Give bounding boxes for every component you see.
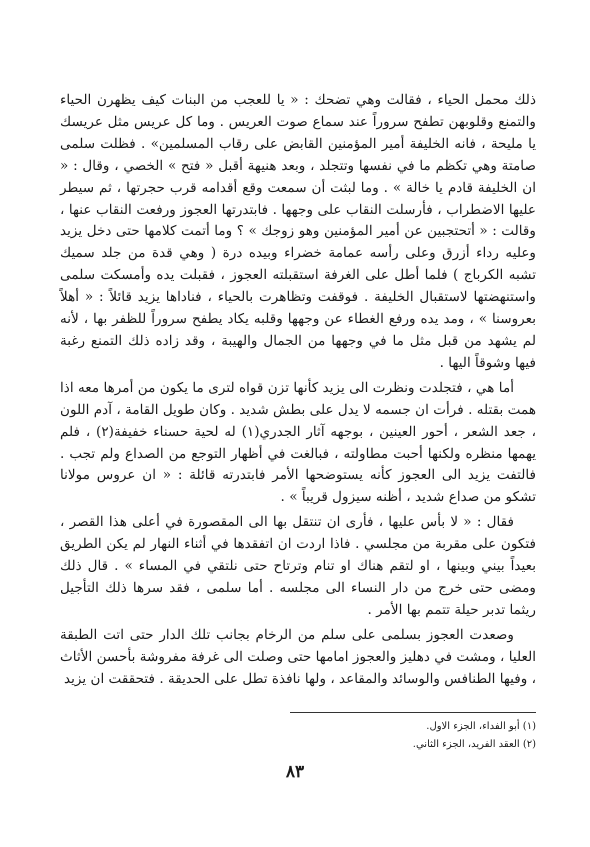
- footnotes: [290, 718, 536, 754]
- paragraph-4: وصعدت العجوز بسلمى على سلم من الرخام بجانب تلك الدار حتى اتت الطبقة العليا ، ومشت في دهليز والعجوز امامها حتى وصلت الى غرفة مفروشة بأحسن الأثاث ، وفيها الطنافس والوسائد والمقاعد ، ولها نافذة تطل على الحديقة . فتحققت ان يزيد: [60, 626, 536, 687]
- footnote-2: (٢) العقد الفريد، الجزء الثاني.: [412, 739, 536, 750]
- footnote-1: (١) أبو الفداء، الجزء الاول.: [426, 721, 536, 732]
- paragraph-2: أما هي ، فتجلدت ونظرت الى يزيد كأنها تزن قواه لترى ما يكون من أمرها معه اذا همت بقتله . فرأت ان جسمه لا يدل على بطش شديد . وكان طويل القامة ، آدم اللون ، جعد الشعر ، أحور العينين ، بوجهه آثار الجدري(١) له لحية حسناء خفيفة(٢) ، فلم يهمها منظره ولكنها أحبت مطاولته ، فبالغت في أظهار التوجع من الصداع ولم تجب . فالتفت يزيد الى العجوز كأنه يستوضحها الأمر فابتدرته قائلة : « ان عروس مولانا تشكو من صداع شديد ، أظنه سيزول قريباً » .: [60, 379, 536, 506]
- page-number: ٨٣: [285, 762, 305, 782]
- paragraph-3: فقال : « لا بأس عليها ، فأرى ان تنتقل بها الى المقصورة في أعلى هذا القصر ، فتكون على مقربة من مجلسي . فاذا اردت ان اتفقدها في أثناء النهار لم يكن الطريق بعيداً بيني وبينها ، او لتقم هناك او تنام وترتاح حتى نلتقي في المساء » . قال ذلك ومضى حتى خرج من دار النساء الى مجلسه . أما سلمى ، فقد سرها ذلك التأجيل ريثما تدبر حيلة تتمم بها الأمر .: [60, 514, 536, 618]
- footnote-divider: [290, 712, 536, 713]
- body-text: [60, 90, 536, 690]
- paragraph-1: ذلك محمل الحياء ، فقالت وهي تضحك : « يا للعجب من البنات كيف يظهرن الحياء والتمنع وقلوبهن تطفح سروراً عند سماع صوت العريس . وما كل عريس مثل عريسك يا مليحة ، فانه الخليفة أمير المؤمنين القابض على رقاب المسلمين» . فظلت سلمى صامتة وهي تكظم ما في نفسها وتتجلد ، وبعد هنيهة أقبل « فتح » الخصي ، وقال : « ان الخليفة قادم يا خالة » . وما لبثت أن سمعت وقع أقدامه قرب حجرتها ، ثم سيطر عليها الاضطراب ، فأرسلت النقاب على وجهها . فابتدرتها العجوز ورفعت النقاب عنها ، وقالت : « أتحتجبين عن أمير المؤمنين وهو زوجك » ؟ وما أتمت كلامها حتى دخل يزيد وعليه رداء أزرق وعلى رأسه عمامة خضراء وبيده درة ( وهي قدة من جلد سميك تشبه الكرباج ) فلما أطل على الغرفة استقبلته العجوز ، فقبلت يده وأمسكت سلمى واستنهضتها لاستقبال الخليفة . فوقفت وتظاهرت بالحياء ، فناداها يزيد قائلاً : « أهلاً بعروسنا » ، ومد يده ورفع الغطاء عن وجهها وقلبه يكاد يطفح سروراً للظفر بها ، لأنه لم يشهد من قبل مثل ما في وجهها من الجمال والهيبة ، وقد زاده ذلك التمنع رغبة فيها وشوقاً اليها .: [60, 92, 536, 371]
